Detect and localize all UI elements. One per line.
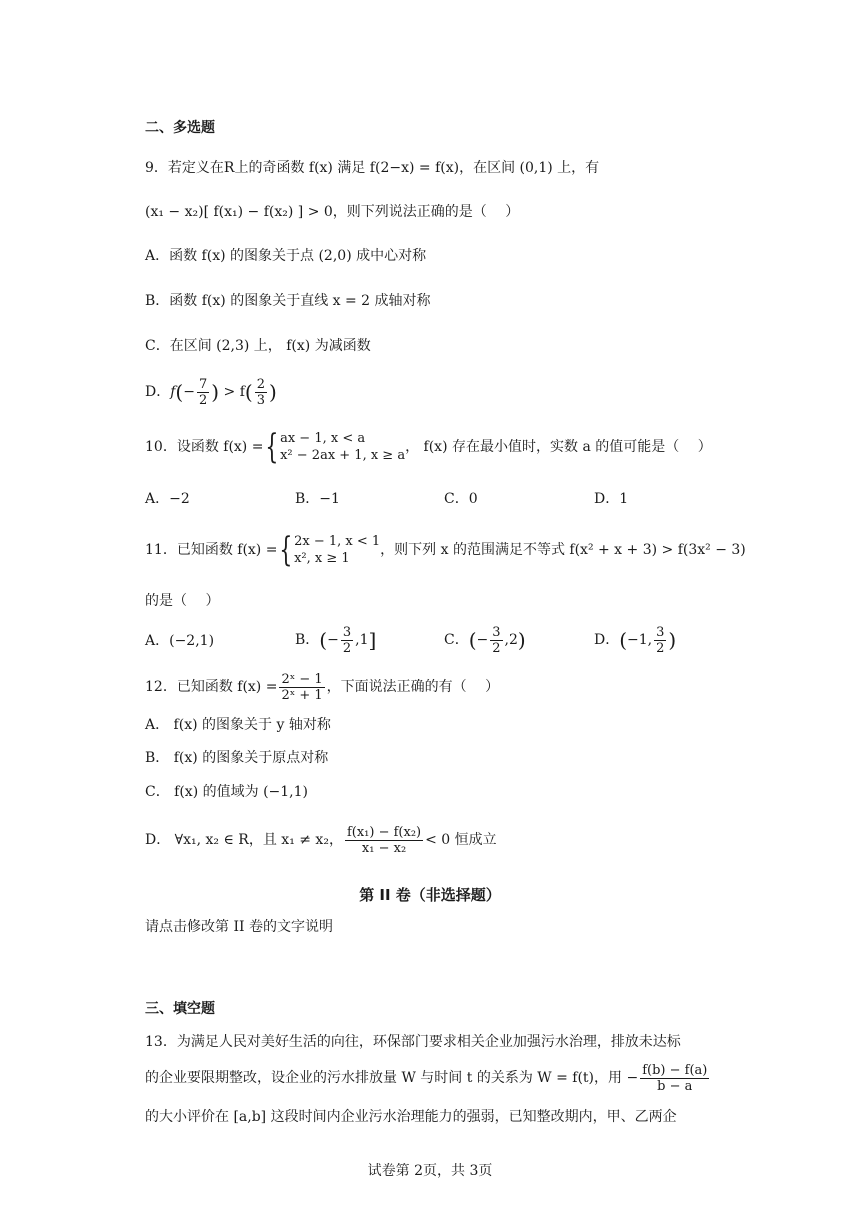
q11-option-d: D．(−1, $\frac{3}{2}$ ) [594,624,677,656]
q9-option-b: B．函数 f(x) 的图象关于直线 x = 2 成轴对称 [145,293,431,309]
page-footer: 试卷第 2页，共 3页 [367,1163,493,1179]
q9-option-d-prefix: D． [145,384,171,400]
q10-stem: 10．设函数 f(x) ={ ax − 1, x < a x² − 2ax + 1, x ≥ a ， f(x) 存在最小值时，实数 a 的值可能是（ ） [145,427,712,467]
q13-fraction: $\frac{f(b) - f(a)}{b - a}$ [642,1062,708,1094]
q11-cases: 2x − 1, x < 1 x², x ≥ 1 [294,534,381,566]
q9-option-a: A．函数 f(x) 的图象关于点 (2,0) 成中心对称 [145,248,427,264]
q9-option-d: D．f(− $\frac{7}{2}$ ) > f( $\frac{2}{3}$ ) [145,376,277,408]
q9-line1: 9．若定义在R上的奇函数 f(x) 满足 f(2−x) = f(x)，在区间 (0,1) 上，有 [145,160,600,176]
q11-suffix: ，则下列 x 的范围满足不等式 f(x² + x + 3) > f(3x² − 3) [380,542,746,558]
q10-suffix: ， f(x) 存在最小值时，实数 a 的值可能是（ ） [405,439,712,455]
q11-line2: 的是（ ） [145,593,220,609]
q12-option-d-fraction: $\frac{\text{f(x₁) − f(x₂)}}{\text{x₁ − x₂}}$ [346,824,422,856]
q9-option-d-frac2: $\frac{2}{3}$ [256,376,265,408]
q12-option-b: B． f(x) 的图象关于原点对称 [145,750,329,766]
q9-option-d-mid: > f [223,384,245,400]
part2-title: 第 II 卷（非选择题） [359,886,501,904]
part2-note: 请点击修改第 II 卷的文字说明 [145,919,333,935]
q11-option-c: C．(− $\frac{3}{2}$ ,2) [444,624,526,656]
q10-option-a: A．−2 [145,491,190,507]
q10-prefix: 10．设函数 f(x) = [145,439,264,455]
q13-line3: 的大小评价在 [a,b] 这段时间内企业污水治理能力的强弱，已知整改期内，甲、乙两企 [145,1109,677,1125]
q9-option-d-f1: f [170,384,176,400]
q12-option-c: C． f(x) 的值域为 (−1,1) [145,784,308,800]
q9-line2: (x₁ − x₂)[ f(x₁) − f(x₂) ] > 0，则下列说法正确的是（ ） [145,204,520,220]
q10-option-c: C．0 [444,491,478,507]
q11-stem: 11．已知函数 f(x) ={ 2x − 1, x < 1 x², x ≥ 1 ，则下列 x 的范围满足不等式 f(x² + x + 3) > f(3x² − 3) [145,530,746,570]
q9-option-c: C．在区间 (2,3) 上， f(x) 为减函数 [145,338,371,354]
q9-option-d-frac1: $\frac{7}{2}$ [198,376,208,408]
section3-heading: 三、填空题 [145,1001,215,1017]
q12-option-d: D． ∀x₁, x₂ ∈ R，且 x₁ ≠ x₂， $\frac{\text{f(x₁) − f(x₂)}}{\text{x₁ − x₂}}$ < 0 恒成立 [145,824,497,856]
q11-option-a: A．(−2,1) [145,633,215,649]
q10-option-d: D．1 [594,491,629,507]
q10-cases: ax − 1, x < a x² − 2ax + 1, x ≥ a [280,431,406,463]
q10-option-b: B．−1 [295,491,340,507]
q13-line1: 13．为满足人民对美好生活的向往，环保部门要求相关企业加强污水治理，排放未达标 [145,1034,681,1050]
q11-prefix: 11．已知函数 f(x) = [145,542,278,558]
q13-line2: 的企业要限期整改，设企业的污水排放量 W 与时间 t 的关系为 W = f(t)，用 − $\frac{f(b) - f(a)}{b - a}$ [145,1062,708,1094]
q11-option-b: B．(− $\frac{3}{2}$ ,1] [295,624,377,656]
q12-option-a: A． f(x) 的图象关于 y 轴对称 [145,717,331,733]
section2-heading: 二、多选题 [145,120,215,136]
q12-stem: 12．已知函数 f(x) = $\frac{\text{2ˣ − 1}}{\text{2ˣ + 1}}$ ，下面说法正确的有（ ） [145,671,500,703]
q12-fraction: $\frac{\text{2ˣ − 1}}{\text{2ˣ + 1}}$ [281,671,323,703]
